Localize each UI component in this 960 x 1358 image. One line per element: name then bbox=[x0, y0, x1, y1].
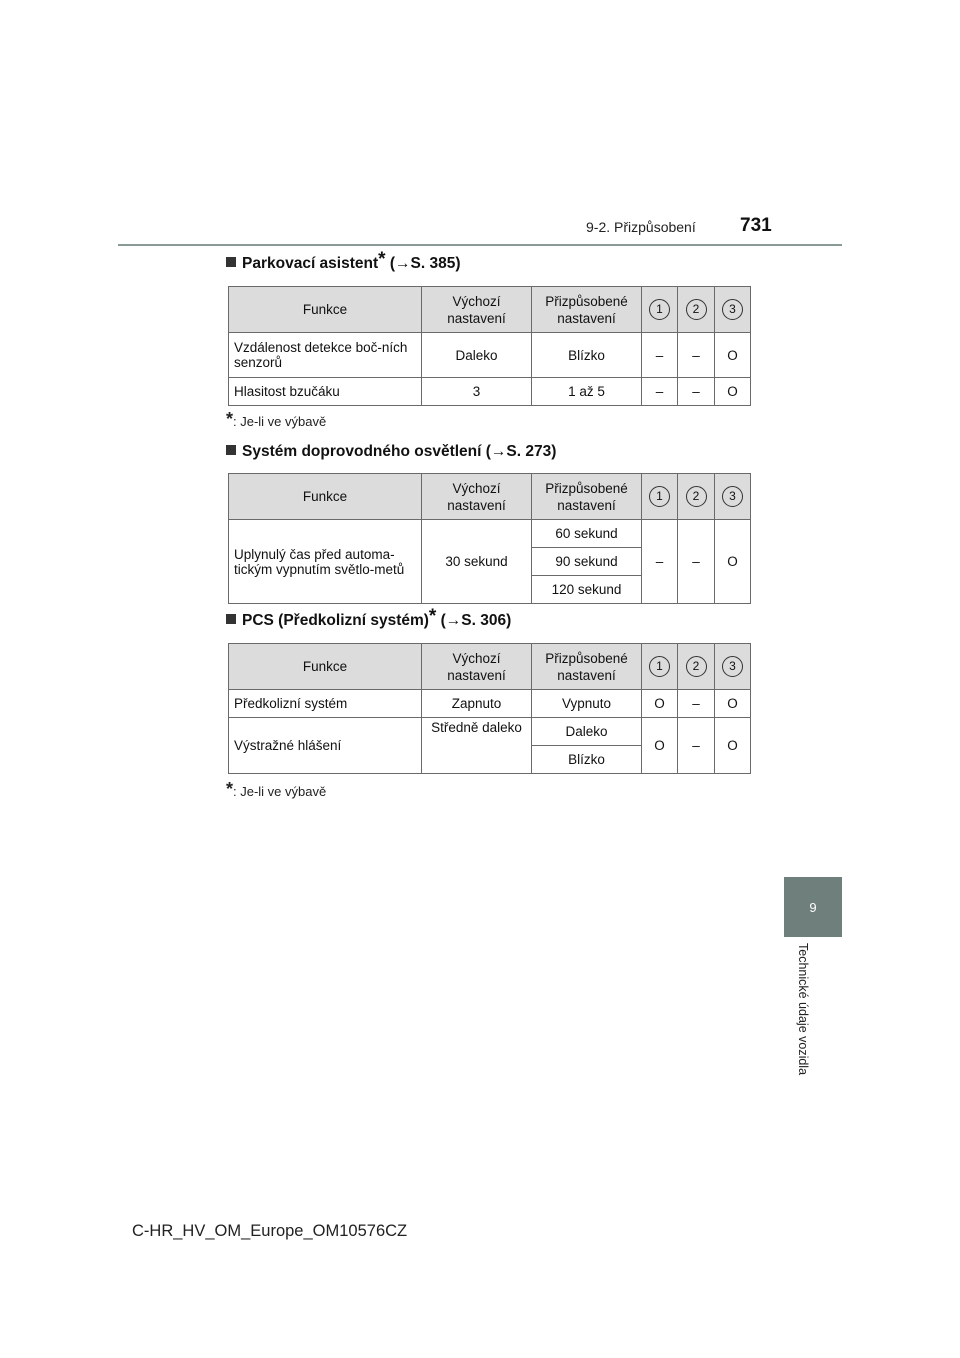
cell-c2: – bbox=[678, 378, 715, 406]
cell-custom: 120 sekund bbox=[532, 576, 642, 604]
asterisk-marker: * bbox=[226, 779, 234, 799]
column-header-function: Funkce bbox=[229, 644, 422, 690]
document-id: C-HR_HV_OM_Europe_OM10576CZ bbox=[132, 1222, 408, 1240]
circled-number-1-icon: 1 bbox=[649, 486, 670, 507]
cell-function: Předkolizní systém bbox=[229, 690, 422, 718]
cell-custom: Daleko bbox=[532, 718, 642, 746]
cell-c2: – bbox=[678, 718, 715, 774]
table-row bbox=[229, 378, 751, 406]
circled-number-2-icon: 2 bbox=[686, 486, 707, 507]
cell-custom: 1 až 5 bbox=[532, 378, 642, 406]
cell-custom: 90 sekund bbox=[532, 548, 642, 576]
cell-c3: O bbox=[715, 378, 751, 406]
table-header-row bbox=[229, 644, 751, 690]
cell-default: 3 bbox=[422, 378, 532, 406]
cell-custom: Blízko bbox=[532, 333, 642, 378]
cell-c3: O bbox=[715, 690, 751, 718]
cell-custom: Vypnuto bbox=[532, 690, 642, 718]
table-header-row bbox=[229, 287, 751, 333]
cell-function: Hlasitost bzučáku bbox=[229, 378, 422, 406]
chapter-number: 9 bbox=[809, 899, 817, 915]
circled-number-1-icon: 1 bbox=[649, 656, 670, 677]
page-reference: S. 385 bbox=[410, 255, 456, 272]
cell-default: Zapnuto bbox=[422, 690, 532, 718]
table-header-row bbox=[229, 474, 751, 520]
column-header-default: Výchozí nastavení bbox=[422, 287, 532, 333]
table-row bbox=[229, 690, 751, 718]
circled-number-2-icon: 2 bbox=[686, 656, 707, 677]
square-bullet-icon bbox=[226, 257, 236, 267]
cell-default: 30 sekund bbox=[422, 520, 532, 604]
section-heading-lighting: Systém doprovodného osvětlení (→S. 273) bbox=[226, 443, 556, 461]
cell-c1: O bbox=[642, 718, 678, 774]
table-row bbox=[229, 520, 751, 548]
table-lighting bbox=[228, 473, 751, 604]
table-parking bbox=[228, 286, 751, 406]
column-header-custom: Přizpůsobené nastavení bbox=[532, 287, 642, 333]
section-heading-parking: Parkovací asistent* (→S. 385) bbox=[226, 255, 461, 273]
cell-c3: O bbox=[715, 718, 751, 774]
header-section-title: 9-2. Přizpůsobení bbox=[586, 219, 696, 235]
asterisk-marker: * bbox=[378, 249, 386, 270]
cell-c3: O bbox=[715, 333, 751, 378]
column-header-function: Funkce bbox=[229, 287, 422, 333]
page-number: 731 bbox=[740, 215, 772, 236]
circled-number-3-icon: 3 bbox=[722, 656, 743, 677]
cell-function: Uplynulý čas před automa-tickým vypnutím světlo-metů bbox=[229, 520, 422, 604]
table-row bbox=[229, 333, 751, 378]
cell-function: Výstražné hlášení bbox=[229, 718, 422, 774]
square-bullet-icon bbox=[226, 445, 236, 455]
cell-c3: O bbox=[715, 520, 751, 604]
asterisk-marker: * bbox=[226, 409, 234, 429]
cell-function: Vzdálenost detekce boč-ních senzorů bbox=[229, 333, 422, 378]
cell-c2: – bbox=[678, 690, 715, 718]
cell-c2: – bbox=[678, 520, 715, 604]
column-header-custom: Přizpůsobené nastavení bbox=[532, 474, 642, 520]
chapter-tab bbox=[784, 877, 842, 937]
section-heading-pcs: PCS (Předkolizní systém)* (→S. 306) bbox=[226, 612, 511, 630]
arrow-icon: → bbox=[395, 255, 411, 272]
circled-number-2-icon: 2 bbox=[686, 299, 707, 320]
cell-custom: 60 sekund bbox=[532, 520, 642, 548]
chapter-label: Technické údaje vozidla bbox=[796, 943, 810, 1076]
cell-c1: – bbox=[642, 378, 678, 406]
arrow-icon: → bbox=[445, 612, 462, 629]
circled-number-3-icon: 3 bbox=[722, 486, 743, 507]
page-reference: S. 306 bbox=[461, 612, 507, 629]
table-row bbox=[229, 718, 751, 746]
page-reference: S. 273 bbox=[506, 443, 552, 460]
footnote-parking: *: Je-li ve výbavě bbox=[226, 409, 327, 429]
arrow-icon: → bbox=[490, 443, 507, 460]
cell-default: Daleko bbox=[422, 333, 532, 378]
column-header-default: Výchozí nastavení bbox=[422, 644, 532, 690]
circled-number-3-icon: 3 bbox=[722, 299, 743, 320]
header-divider bbox=[118, 244, 842, 246]
cell-default: Středně daleko bbox=[422, 718, 532, 774]
circled-number-1-icon: 1 bbox=[649, 299, 670, 320]
square-bullet-icon bbox=[226, 614, 236, 624]
column-header-default: Výchozí nastavení bbox=[422, 474, 532, 520]
cell-c1: – bbox=[642, 520, 678, 604]
cell-c1: O bbox=[642, 690, 678, 718]
asterisk-marker: * bbox=[428, 606, 437, 627]
table-pcs bbox=[228, 643, 751, 774]
cell-c2: – bbox=[678, 333, 715, 378]
cell-custom: Blízko bbox=[532, 746, 642, 774]
column-header-function: Funkce bbox=[229, 474, 422, 520]
column-header-custom: Přizpůsobené nastavení bbox=[532, 644, 642, 690]
cell-c1: – bbox=[642, 333, 678, 378]
footnote-pcs: *: Je-li ve výbavě bbox=[226, 779, 327, 799]
